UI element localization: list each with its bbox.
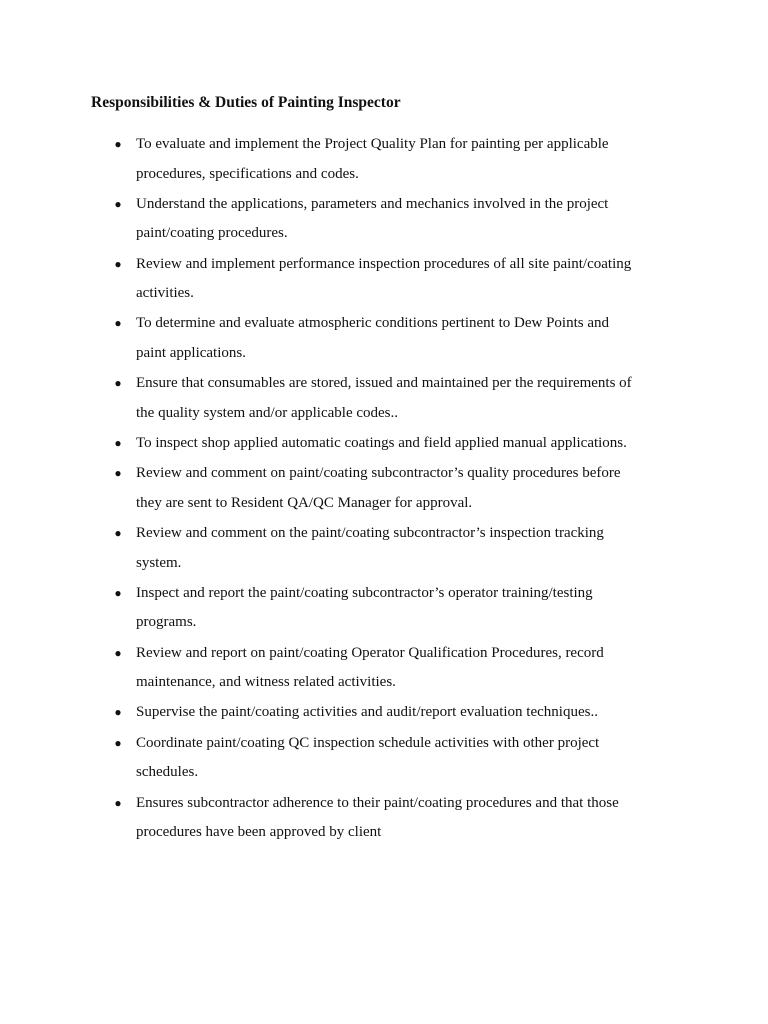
duty-text-line: Inspect and report the paint/coating subcontractor’s operator training/testing bbox=[136, 584, 593, 601]
bullet-icon: ● bbox=[114, 316, 122, 331]
duty-item bbox=[0, 579, 696, 638]
bullet-icon: ● bbox=[114, 435, 122, 450]
bullet-icon: ● bbox=[114, 526, 122, 541]
duty-text-line: activities. bbox=[136, 285, 194, 302]
duty-text-line: To evaluate and implement the Project Quality Plan for painting per applicable bbox=[136, 136, 609, 152]
bullet-icon: ● bbox=[114, 705, 122, 720]
duty-text-line: procedures have been approved by client bbox=[136, 824, 382, 841]
duty-text-line: they are sent to Resident QA/QC Manager for approval. bbox=[136, 494, 473, 511]
duty-text-line: Review and implement performance inspection procedures of all site paint/coating bbox=[136, 255, 632, 272]
bullet-icon: ● bbox=[114, 376, 122, 391]
duty-text-line: Ensure that consumables are stored, issued and maintained per the requirements of bbox=[136, 375, 632, 392]
bullet-icon: ● bbox=[114, 256, 122, 271]
duty-text-line: Review and report on paint/coating Operator Qualification Procedures, record bbox=[136, 644, 604, 661]
duty-text-line: system. bbox=[136, 554, 182, 571]
duty-text-line: the quality system and/or applicable codes.. bbox=[136, 404, 399, 421]
duty-item bbox=[0, 459, 696, 518]
duty-text-line: maintenance, and witness related activities. bbox=[136, 674, 396, 691]
duty-item bbox=[0, 130, 696, 189]
duty-item bbox=[0, 698, 696, 728]
duty-text-line: Coordinate paint/coating QC inspection schedule activities with other project bbox=[136, 734, 600, 751]
duty-text-line: paint/coating procedures. bbox=[136, 225, 288, 242]
document-title: Responsibilities & Duties of Painting Inspector bbox=[91, 94, 401, 111]
duty-item bbox=[0, 729, 696, 788]
duties-list bbox=[0, 130, 768, 848]
duty-text-line: programs. bbox=[136, 614, 197, 631]
duty-item bbox=[0, 789, 696, 848]
duty-text-line: To determine and evaluate atmospheric conditions pertinent to Dew Points and bbox=[136, 315, 609, 332]
bullet-icon: ● bbox=[114, 645, 122, 660]
duty-text-line: Understand the applications, parameters and mechanics involved in the project bbox=[136, 195, 609, 212]
bullet-icon: ● bbox=[114, 196, 122, 211]
duty-item bbox=[0, 190, 696, 249]
duty-text-line: procedures, specifications and codes. bbox=[136, 165, 359, 182]
duty-item bbox=[0, 429, 696, 459]
duty-text-line: Supervise the paint/coating activities and audit/report evaluation techniques.. bbox=[136, 704, 598, 721]
duty-item bbox=[0, 639, 696, 698]
duty-text-line: Review and comment on paint/coating subcontractor’s quality procedures before bbox=[136, 465, 621, 482]
duty-text-line: Ensures subcontractor adherence to their paint/coating procedures and that those bbox=[136, 794, 619, 811]
bullet-icon: ● bbox=[114, 466, 122, 481]
duty-text-line: Review and comment on the paint/coating subcontractor’s inspection tracking bbox=[136, 525, 604, 542]
bullet-icon: ● bbox=[114, 585, 122, 600]
duty-item bbox=[0, 250, 696, 309]
duty-text-line: schedules. bbox=[136, 764, 199, 781]
duty-text-line: To inspect shop applied automatic coatings and field applied manual applications. bbox=[136, 434, 627, 451]
duty-item bbox=[0, 369, 696, 428]
bullet-icon: ● bbox=[114, 735, 122, 750]
bullet-icon: ● bbox=[114, 795, 122, 810]
duty-item bbox=[0, 519, 696, 578]
duty-item bbox=[0, 309, 696, 368]
bullet-icon: ● bbox=[114, 137, 122, 151]
duty-text-line: paint applications. bbox=[136, 344, 246, 361]
